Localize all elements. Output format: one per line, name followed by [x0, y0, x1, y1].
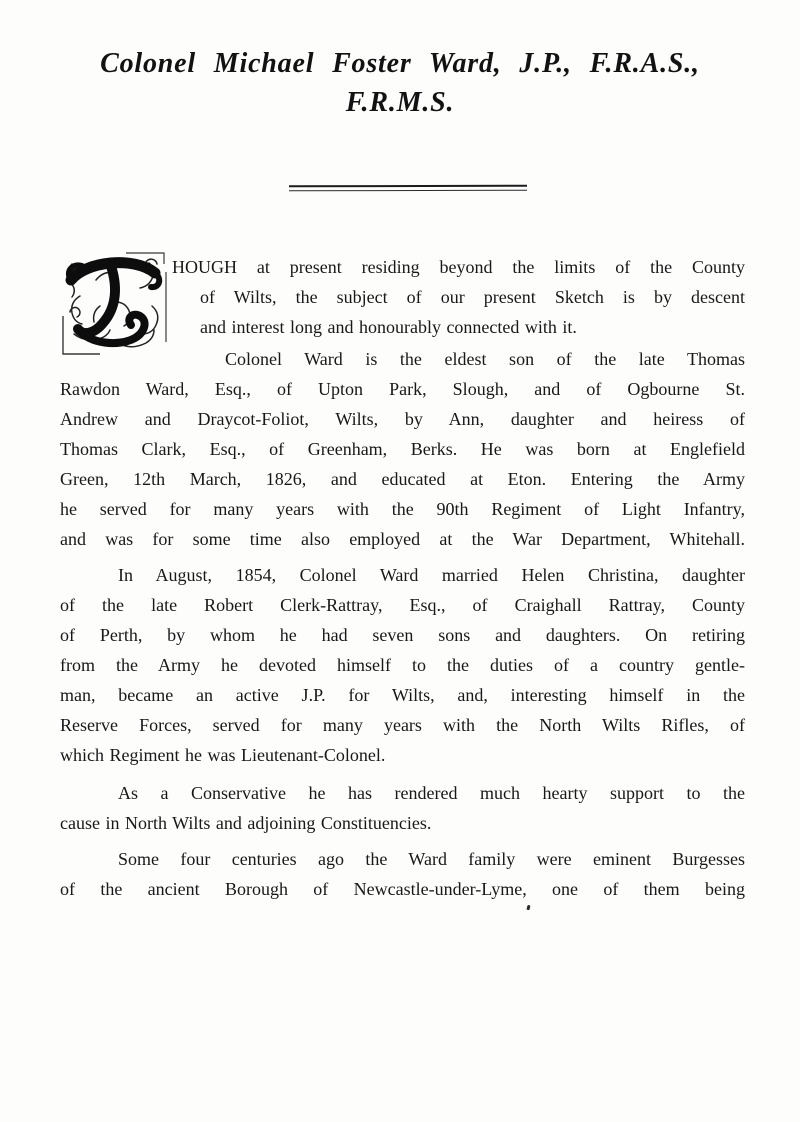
text-line: which Regiment he was Lieutenant-Colonel. [60, 745, 386, 765]
text-line: As a Conservative he has rendered much hearty support to the [118, 783, 745, 803]
title-line-2: F.R.M.S. [345, 87, 455, 118]
text-line: Rawdon Ward, Esq., of Upton Park, Slough, and of Ogbourne St. [60, 379, 745, 399]
text-line: he served for many years with the 90th Regiment of Light Infantry, [60, 499, 745, 519]
article-body [60, 252, 745, 904]
text-line: and was for some time also employed at the War Department, Whitehall. [60, 529, 745, 549]
text-line: In August, 1854, Colonel Ward married Helen Christina, daughter [118, 565, 745, 585]
paragraph [60, 844, 745, 904]
paragraph [60, 344, 745, 554]
scan-artifact-speck [526, 905, 530, 911]
text-line: Thomas Clark, Esq., of Greenham, Berks. He was born at Englefield [60, 439, 745, 459]
text-line: cause in North Wilts and adjoining Constituencies. [60, 813, 432, 833]
text-line: and interest long and honourably connected with it. [200, 317, 577, 337]
text-line: from the Army he devoted himself to the duties of a country gentle- [60, 655, 745, 675]
section-divider-rule [289, 185, 527, 192]
ornate-drop-cap [60, 250, 170, 357]
text-line: Andrew and Draycot-Foliot, Wilts, by Ann, daughter and heiress of [60, 409, 745, 429]
title-line-1: Colonel Michael Foster Ward, J.P., F.R.A.S., [100, 48, 700, 79]
text-line: of the ancient Borough of Newcastle-under-Lyme, one of them being [60, 879, 745, 899]
text-line: Some four centuries ago the Ward family were eminent Burgesses [118, 849, 745, 869]
page-title [0, 44, 800, 122]
paragraph [60, 778, 745, 838]
text-line: of Wilts, the subject of our present Sketch is by descent [200, 287, 745, 307]
text-line: of Perth, by whom he had seven sons and daughters. On retiring [60, 625, 745, 645]
text-line: HOUGH at present residing beyond the limits of the County [172, 257, 745, 277]
text-line: Green, 12th March, 1826, and educated at Eton. Entering the Army [60, 469, 745, 489]
text-line: of the late Robert Clerk-Rattray, Esq., of Craighall Rattray, County [60, 595, 745, 615]
text-line: man, became an active J.P. for Wilts, and, interesting himself in the [60, 685, 745, 705]
text-line: Colonel Ward is the eldest son of the late Thomas [225, 349, 745, 369]
paragraph [60, 560, 745, 770]
text-line: Reserve Forces, served for many years with the North Wilts Rifles, of [60, 715, 745, 735]
drop-cap-letter-T [69, 263, 159, 343]
